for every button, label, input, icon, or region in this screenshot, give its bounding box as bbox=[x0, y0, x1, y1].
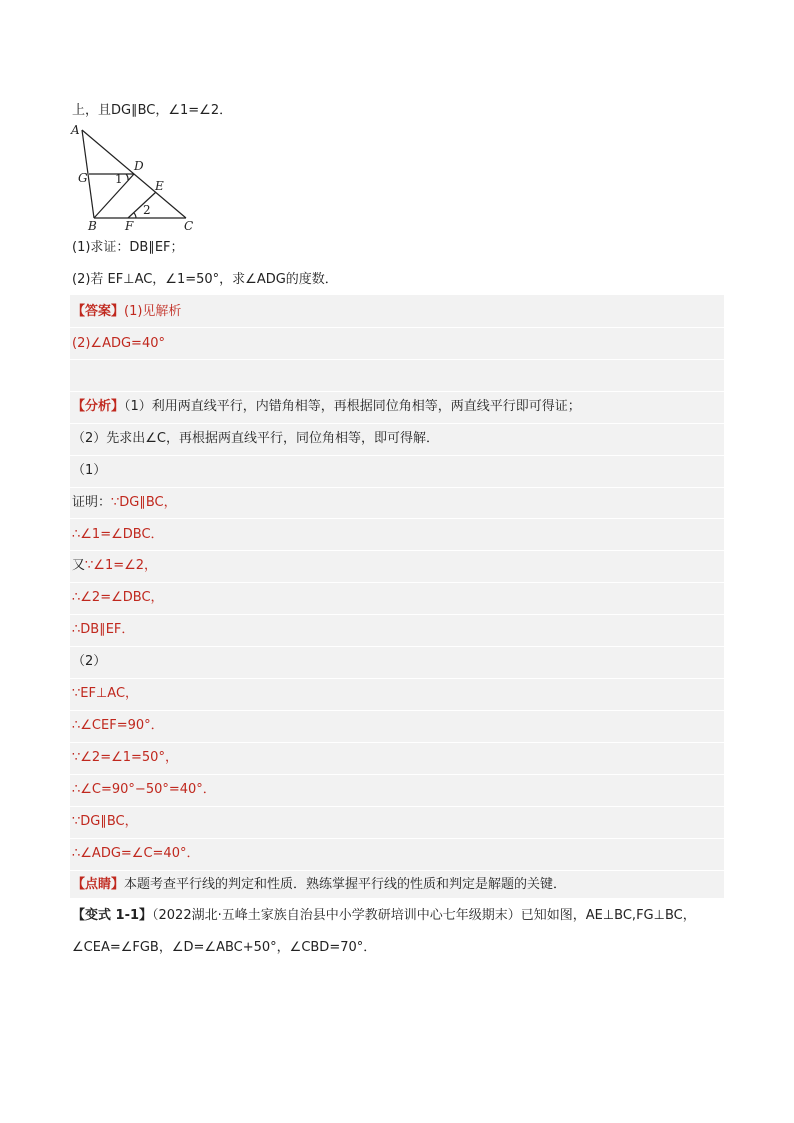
solution-step-9: ∴∠CEF=90°． bbox=[72, 718, 164, 733]
label-E: E bbox=[155, 179, 164, 193]
answer-1: (1)见解析 bbox=[124, 304, 182, 319]
answer-block bbox=[70, 295, 724, 898]
variant-source: （2022湖北·五峰土家族自治县中小学教研培训中心七年级期末） bbox=[152, 908, 521, 923]
variant-tag: 【变式 1-1】 bbox=[72, 908, 153, 923]
variant-line-1 bbox=[72, 907, 696, 925]
analysis-tag: 【分析】 bbox=[72, 399, 125, 414]
solution-step-10: ∵∠2=∠1=50°， bbox=[72, 750, 178, 765]
question-1: (1)求证：DB∥EF； bbox=[72, 240, 184, 255]
comment-tag: 【点睛】 bbox=[72, 877, 125, 892]
question-2: (2)若 EF⊥AC，∠1=50°，求∠ADG的度数． bbox=[72, 272, 338, 287]
label-1: 1 bbox=[115, 172, 123, 186]
label-D: D bbox=[134, 159, 144, 173]
segment-BD bbox=[94, 174, 134, 218]
solution-step-5: ∴∠2=∠DBC， bbox=[72, 590, 164, 605]
segment-FE bbox=[128, 192, 156, 218]
answer-2: (2)∠ADG=40° bbox=[72, 336, 165, 351]
solution-step-3: ∴∠1=∠DBC． bbox=[72, 527, 164, 542]
label-2: 2 bbox=[143, 203, 151, 217]
variant-line-2: ∠CEA=∠FGB，∠D=∠ABC+50°，∠CBD=70°． bbox=[72, 940, 377, 955]
label-B: B bbox=[88, 219, 97, 233]
analysis-line-1 bbox=[72, 398, 581, 416]
angle-1-arc bbox=[126, 174, 128, 180]
comment-text: 本题考查平行线的判定和性质．熟练掌握平行线的性质和判定是解题的关键． bbox=[124, 877, 567, 892]
analysis-part-2: （2）先求出∠C，再根据两直线平行，同位角相等，即可得解． bbox=[72, 431, 440, 446]
analysis-part-1: （1）利用两直线平行，内错角相等，再根据同位角相等，两直线平行即可得证； bbox=[124, 399, 581, 414]
solution-step-7: （2） bbox=[72, 654, 107, 669]
solution-step-6: ∴DB∥EF． bbox=[72, 622, 135, 637]
solution-step-2: 证明：∵DG∥BC， bbox=[72, 495, 177, 510]
geometry-figure bbox=[68, 122, 200, 234]
label-C: C bbox=[184, 219, 194, 233]
answer-line-1 bbox=[72, 303, 181, 321]
label-F: F bbox=[125, 219, 134, 233]
comment-line bbox=[72, 876, 566, 894]
solution-step-13: ∴∠ADG=∠C=40°． bbox=[72, 846, 200, 861]
solution-step-1: （1） bbox=[72, 463, 107, 478]
angle-2-arc bbox=[134, 213, 136, 218]
variant-condition-1: 已知如图，AE⊥BC,FG⊥BC， bbox=[520, 908, 696, 923]
solution-step-8: ∵EF⊥AC， bbox=[72, 686, 139, 701]
solution-step-12: ∵DG∥BC， bbox=[72, 814, 138, 829]
solution-step-11: ∴∠C=90°−50°=40°． bbox=[72, 782, 216, 797]
label-G: G bbox=[78, 171, 88, 185]
problem-condition: 上，且DG∥BC，∠1=∠2． bbox=[72, 103, 233, 118]
label-A: A bbox=[71, 123, 80, 137]
answer-tag: 【答案】 bbox=[72, 304, 125, 319]
solution-step-4: 又∵∠1=∠2， bbox=[72, 558, 158, 573]
